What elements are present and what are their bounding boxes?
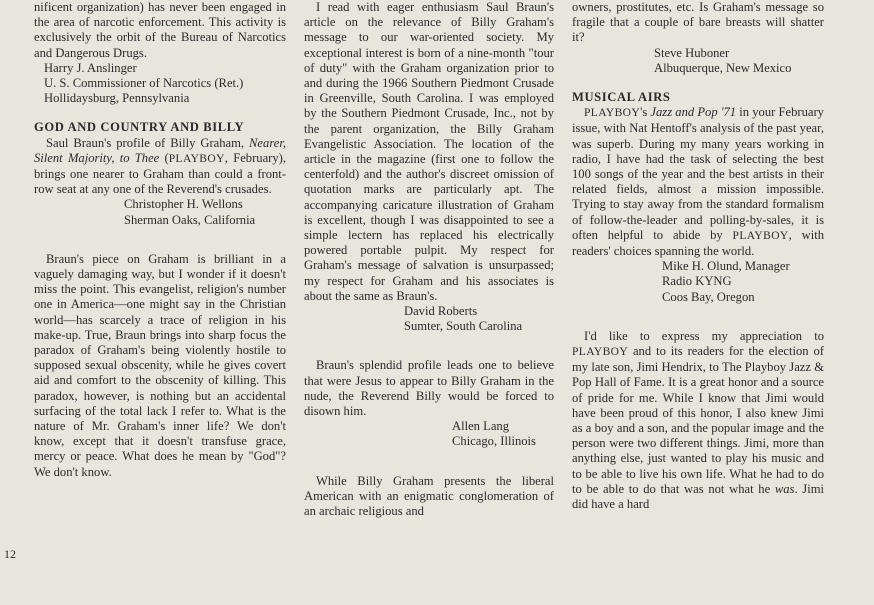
letter-paragraph: owners, prostitutes, etc. Is Graham's message so fragile that a couple of bare breasts will shatter it? (572, 0, 824, 45)
signature-name: Christopher H. Wellons (124, 197, 243, 212)
signature-title: U. S. Commissioner of Narcotics (Ret.) (44, 76, 244, 91)
section-heading: MUSICAL AIRS (572, 90, 671, 105)
signature-place: Coos Bay, Oregon (662, 289, 755, 304)
signature-place: Sumter, South Carolina (404, 319, 523, 334)
section-heading: GOD AND COUNTRY AND BILLY (34, 120, 245, 135)
signature-place: Albuquerque, New Mexico (654, 60, 792, 75)
page-number: 12 (4, 547, 16, 561)
signature-name: Harry J. Anslinger (44, 60, 137, 75)
letter-paragraph: Braun's piece on Graham is brilliant in a vaguely damaging way, but I wonder if it doesn't miss the point. This evangelist, religion's number one in America—one might say in the Christian world—has scarcely a trace of religion in his make-up. True, Braun brings into sharp focus the paradox of Graham's being violently hostile to supposed sexual obscenity, while he gives covert aid and comfort to the obscenity of killing. This paradox, however, is nothing but an accidental surfacing of the total lack I refer to. What is the nature of Mr. Graham's inner life? We don't know, except that it doesn't transfuse grace, mercy or peace. What does he mean by "God"? We don't know. (34, 251, 286, 479)
letter-paragraph: PLAYBOY's Jazz and Pop '71 in your February issue, with Nat Hentoff's analysis of the past year, was superb. During my many years working in radio, I have had the task of selecting the best 100 songs of the year and the best artists in their related fields, almost a mission impossible. Trying to stay away from the standard formalism of follow-the-leader and polling-by-sales, it is often helpful to abide by PLAYBOY, with readers' choices spanning the world. (572, 105, 825, 259)
signature-place: Hollidaysburg, Pennsylvania (44, 91, 190, 106)
column-2 (304, 0, 554, 519)
letter-paragraph: Braun's splendid profile leads one to believe that were Jesus to appear to Billy Graham in the nude, the Reverend Billy would be forced to disown him. (304, 358, 554, 419)
signature-name: Allen Lang (452, 419, 510, 434)
letter-paragraph: I'd like to express my appreciation to PLAYBOY and to its readers for the election of my late son, Jimi Hendrix, to The Playboy Jazz & Pop Hall of Fame. It is a great honor and a source of pride for me. While I know that Jimi would have been proud of this honor, I also knew Jimi as a boy and a son, and the popular image and the person were two different things. Jimi, more than anything else, just wanted to play his music and to be able to live his own life. What he had to do to be able to do that was not what he was. Jimi did have a hard (572, 328, 824, 512)
signature-station: Radio KYNG (662, 274, 732, 289)
letter-paragraph: While Billy Graham presents the liberal American with an enigmatic conglomeration of an archaic religious and (304, 473, 554, 519)
signature-name: David Roberts (404, 304, 478, 319)
signature-name: Steve Huboner (654, 45, 730, 60)
signature-name: Mike H. Olund, Manager (662, 259, 790, 274)
signature-place: Chicago, Illinois (452, 434, 536, 449)
column-1 (34, 0, 286, 480)
letter-paragraph: I read with eager enthusiasm Saul Braun's article on the relevance of Billy Graham's message to our war-oriented society. My exceptional interest is born of a nine-month "tour of duty" with the Graham organization prior to and during the 1966 Southern Piedmont Crusade in Greenville, South Carolina. I was employed by the Southern Piedmont Crusade, Inc., not by the parent organization, the Billy Graham Evangelistic Association. The location of the article in the magazine (first one to follow the centerfold) and the author's discreet omission of quotation marks are particularly apt. The accompanying caricature illustration of Graham is excellent, though I was disappointed to see a simple lectern has replaced his electrically powered portable pulpit. My respect for Graham's message of salvation is unsurpassed; my respect for Graham and his associates is about the same as Braun's. (304, 0, 554, 303)
signature-place: Sherman Oaks, California (124, 212, 256, 227)
column-3 (572, 0, 824, 512)
letter-paragraph: Saul Braun's profile of Billy Graham, Nearer, Silent Majority, to Thee (PLAYBOY, February), brings one nearer to Graham than could a front-row seat at any one of the Reverend's crusades. (34, 135, 286, 197)
letter-paragraph: nificent organization) has never been engaged in the area of narcotic enforcement. This activity is exclusively the orbit of the Bureau of Narcotics and Dangerous Drugs. (34, 0, 286, 60)
